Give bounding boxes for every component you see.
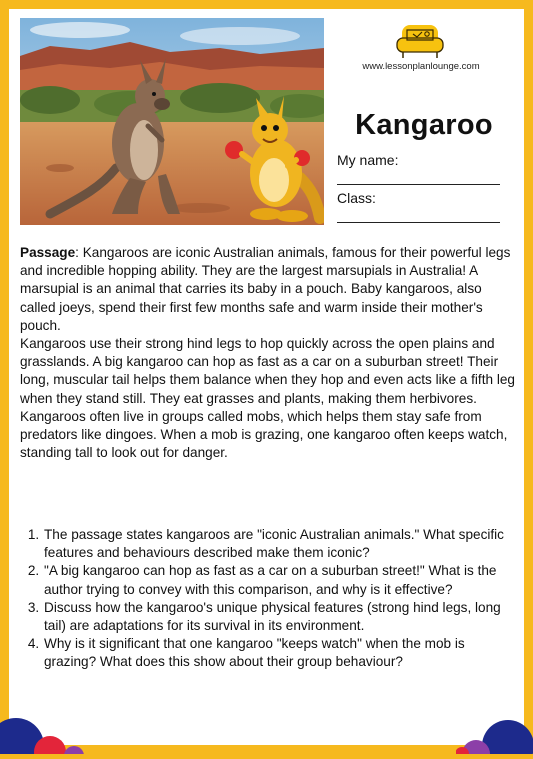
kangaroo-illustration [20,18,324,225]
question-item: 4. Why is it significant that one kangaroo "keeps watch" when the mob is grazing? What does this show about their group behaviour? [43,635,516,671]
worksheet-page [9,9,524,745]
page-title: Kangaroo [355,109,493,141]
question-item: 1. The passage states kangaroos are "iconic Australian animals." What specific features and behaviours described make them iconic? [43,526,516,562]
question-item: 3. Discuss how the kangaroo's unique physical features (strong hind legs, long tail) are adaptations for its survival in its environment. [43,599,516,635]
corner-decoration-right [456,710,533,754]
passage-paragraph-2: Kangaroos use their strong hind legs to hop quickly across the open plains and grasslands. A big kangaroo can hop as fast as a car on a suburban street! Their long, muscular tail helps them balance when they hop and even acts like a fifth leg when they stand still. They eat grasses and plants, making them herbivores. Kangaroos often live in groups called mobs, which helps them stay safe from predators like dingoes. When a mob is grazing, one kangaroo often keeps watch, standing tall to look out for danger. [20,336,515,461]
site-url: www.lessonplanlounge.com [362,61,480,72]
corner-decoration-left [0,706,86,754]
passage-paragraph-1 [20,244,516,335]
class-label: Class: [337,190,376,206]
name-label: My name: [337,152,399,168]
passage-lead: Passage [20,245,76,260]
passage [20,244,516,462]
question-list [20,526,516,672]
passage-text-1: : Kangaroos are iconic Australian animals, famous for their powerful legs and incredible hopping ability. They are the largest marsupials in Australia! A marsupial is an animal that carries its baby in a pouch. Baby kangaroos, also called joeys, spend their first few months safe and warm inside their mother's pouch. [20,245,511,333]
class-line [337,222,500,223]
question-item: 2. "A big kangaroo can hop as fast as a car on a suburban street!" What is the author trying to convey with this comparison, and why is it effective? [43,562,516,598]
sofa-icon [393,22,447,62]
name-line [337,184,500,185]
